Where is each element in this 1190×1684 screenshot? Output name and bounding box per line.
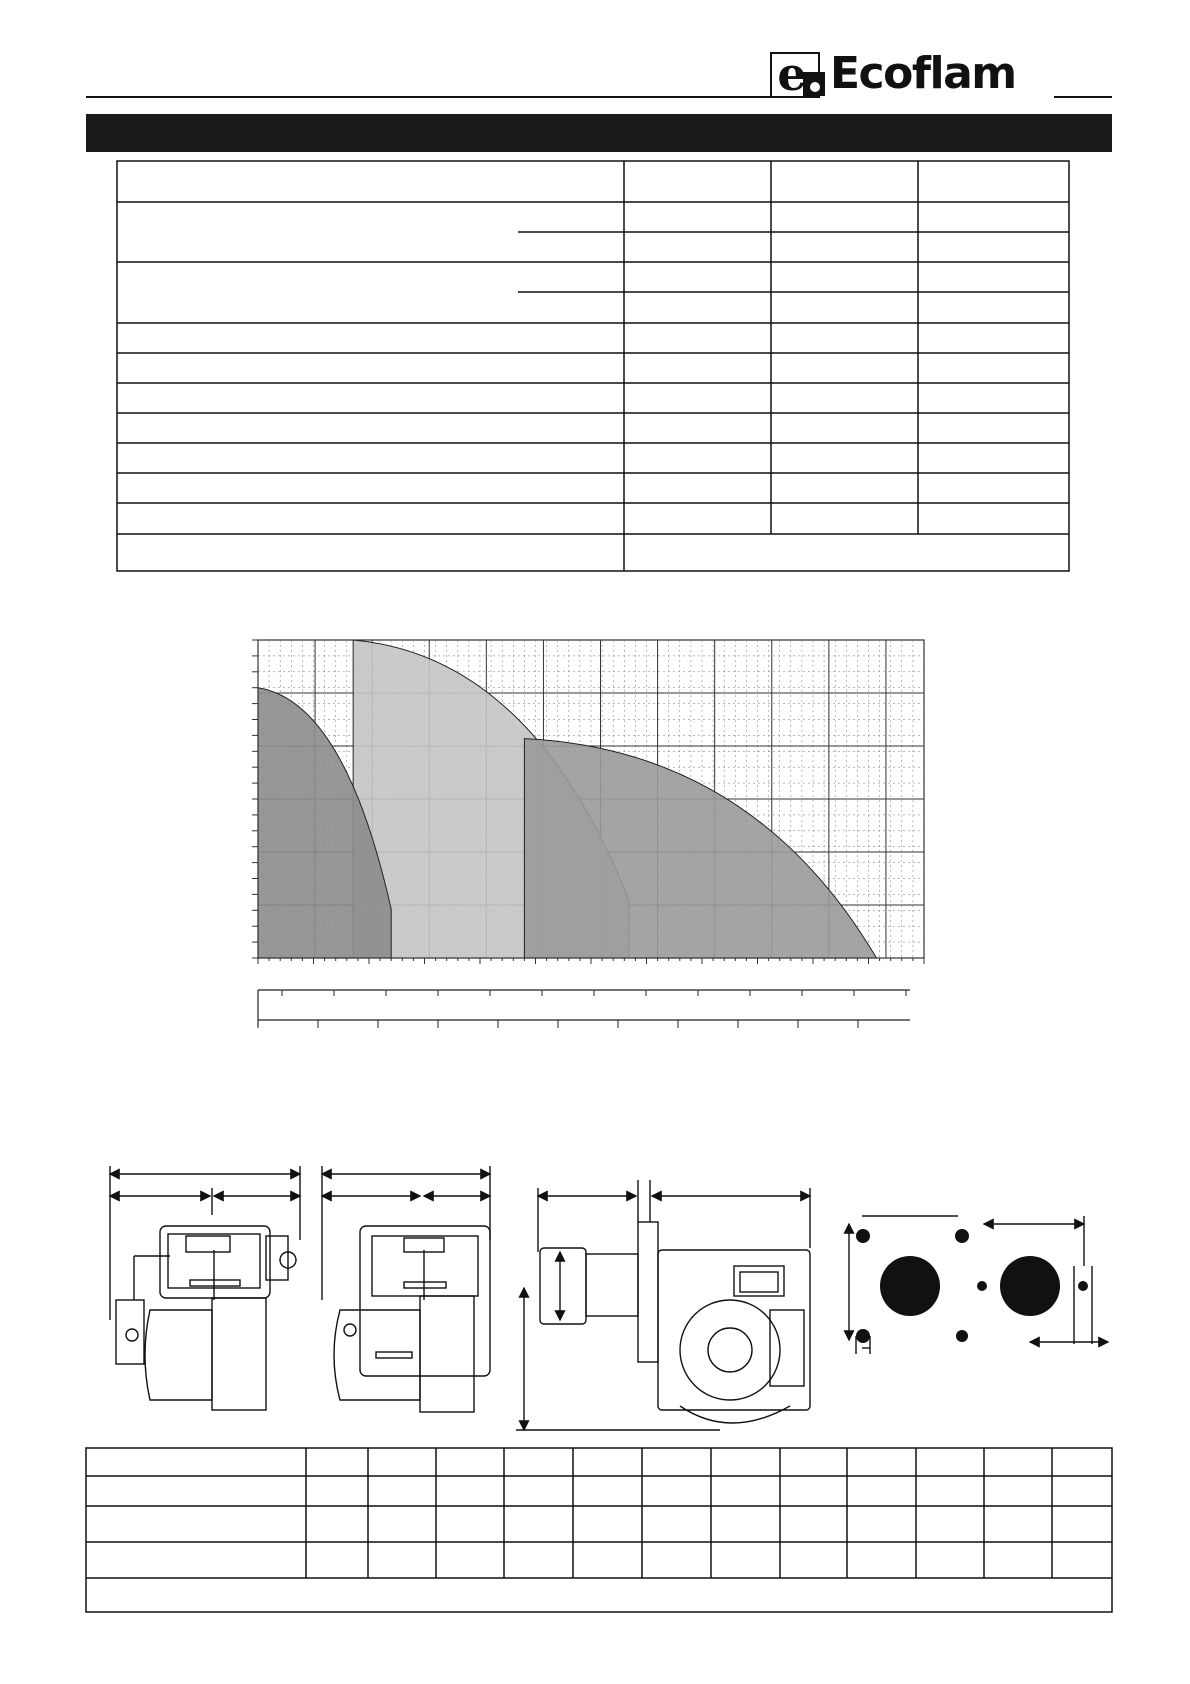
- brand-name: Ecoflam: [830, 48, 1016, 99]
- svg-text:e: e: [777, 47, 807, 101]
